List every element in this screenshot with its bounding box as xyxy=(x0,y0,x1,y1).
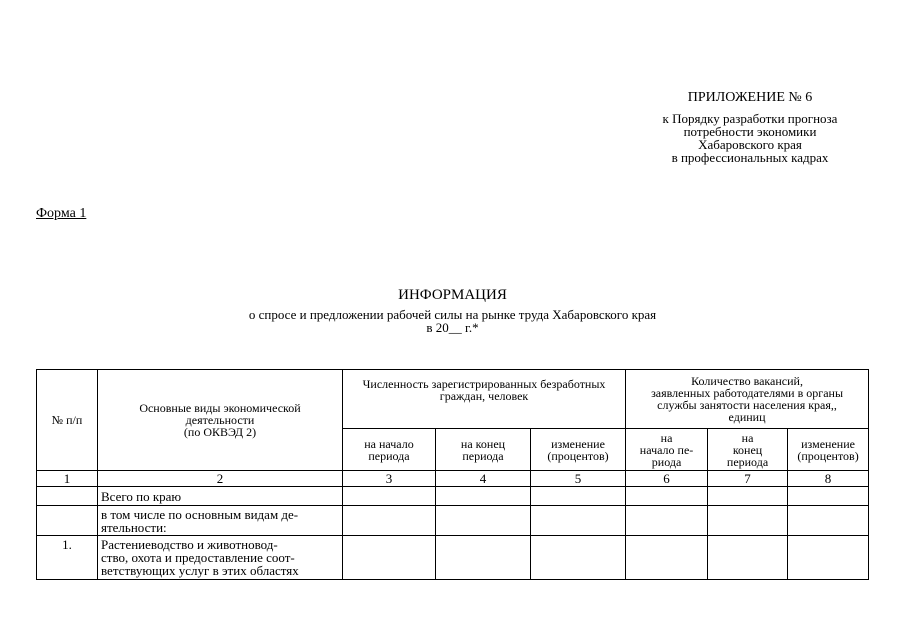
row-activity-line: в том числе по основным видам де- xyxy=(101,506,299,522)
header-sub-line: периода xyxy=(726,454,769,469)
data-cell[interactable] xyxy=(788,487,869,506)
data-cell[interactable] xyxy=(788,536,869,580)
header-sub-line: изменение xyxy=(801,436,855,451)
data-cell[interactable] xyxy=(708,487,788,506)
column-number: 3 xyxy=(343,471,436,487)
header-vacancies-start xyxy=(626,429,708,471)
data-cell[interactable] xyxy=(436,536,531,580)
header-unemployed-line: Численность зарегистрированных безработных xyxy=(362,377,606,391)
row-number xyxy=(37,487,98,506)
header-unemployed-group xyxy=(343,370,626,429)
row-activity-line: Растениеводство и животновод- xyxy=(101,537,278,552)
row-activity xyxy=(98,506,343,536)
header-sub-line: на начало xyxy=(364,436,414,451)
data-cell[interactable] xyxy=(626,487,708,506)
column-number: 6 xyxy=(626,471,708,487)
data-cell[interactable] xyxy=(343,487,436,506)
header-row-number: № п/п xyxy=(37,370,98,471)
header-sub-line: начало пе- xyxy=(639,442,694,457)
header-sub-line: конец xyxy=(732,442,763,457)
header-sub-line: на xyxy=(741,430,754,445)
row-activity-line: ветствующих услуг в этих областях xyxy=(101,563,299,578)
header-activity xyxy=(98,370,343,471)
data-cell[interactable] xyxy=(531,506,626,536)
header-sub-line: риода xyxy=(651,454,682,469)
header-sub-line: (процентов) xyxy=(797,448,859,463)
column-number: 7 xyxy=(708,471,788,487)
header-sub-line: изменение xyxy=(551,436,605,451)
appendix-header xyxy=(600,90,900,164)
header-sub-line: периода xyxy=(462,448,504,463)
appendix-title: ПРИЛОЖЕНИЕ № 6 xyxy=(687,90,813,105)
row-activity-line: ство, охота и предоставление соот- xyxy=(101,550,295,565)
header-sub-line: на конец xyxy=(460,436,506,451)
appendix-line: Хабаровского края xyxy=(698,137,802,152)
row-activity-line: ятельности: xyxy=(101,519,167,535)
data-cell[interactable] xyxy=(788,506,869,536)
header-unemployed-start xyxy=(343,429,436,471)
appendix-line: к Порядку разработки прогноза xyxy=(662,111,838,126)
header-unemployed-change xyxy=(531,429,626,471)
data-cell[interactable] xyxy=(436,487,531,506)
column-number: 1 xyxy=(37,471,98,487)
document-heading xyxy=(150,287,755,334)
row-number xyxy=(37,506,98,536)
row-activity xyxy=(98,487,343,506)
header-unemployed-end xyxy=(436,429,531,471)
appendix-line: потребности экономики xyxy=(683,124,817,139)
column-number: 5 xyxy=(531,471,626,487)
row-number: 1. xyxy=(37,536,98,580)
header-vacancies-line: Количество вакансий, xyxy=(691,374,803,388)
row-activity-line: Всего по краю xyxy=(101,488,182,504)
header-activity-line: (по ОКВЭД 2) xyxy=(183,425,257,439)
table-row xyxy=(37,487,869,506)
data-cell[interactable] xyxy=(708,536,788,580)
table-row xyxy=(37,506,869,536)
header-activity-line: деятельности xyxy=(185,413,255,427)
data-cell[interactable] xyxy=(436,506,531,536)
data-cell[interactable] xyxy=(343,506,436,536)
header-sub-line: периода xyxy=(368,448,410,463)
header-activity-line: Основные виды экономической xyxy=(139,401,301,415)
header-sub-line: (процентов) xyxy=(547,448,609,463)
header-vacancies-line: единиц xyxy=(728,410,766,424)
header-vacancies-end xyxy=(708,429,788,471)
data-cell[interactable] xyxy=(531,487,626,506)
data-cell[interactable] xyxy=(626,506,708,536)
header-vacancies-line: службы занятости населения края,, xyxy=(657,398,837,412)
labor-market-table xyxy=(36,369,869,580)
column-number: 4 xyxy=(436,471,531,487)
table-row xyxy=(37,536,869,580)
heading-year: в 20__ г.* xyxy=(426,320,479,335)
data-cell[interactable] xyxy=(626,536,708,580)
column-number: 2 xyxy=(98,471,343,487)
header-unemployed-line: граждан, человек xyxy=(439,389,529,403)
form-label: Форма 1 xyxy=(36,206,87,221)
heading-title: ИНФОРМАЦИЯ xyxy=(398,287,507,303)
data-cell[interactable] xyxy=(708,506,788,536)
data-cell[interactable] xyxy=(531,536,626,580)
row-activity xyxy=(98,536,343,580)
column-number-row xyxy=(37,471,869,487)
header-vacancies-group xyxy=(626,370,869,429)
header-sub-line: на xyxy=(660,430,673,445)
data-cell[interactable] xyxy=(343,536,436,580)
header-vacancies-change xyxy=(788,429,869,471)
heading-subtitle: о спросе и предложении рабочей силы на рынке труда Хабаровского края xyxy=(248,307,657,322)
header-vacancies-line: заявленных работодателями в органы xyxy=(651,386,844,400)
column-number: 8 xyxy=(788,471,869,487)
appendix-line: в профессиональных кадрах xyxy=(671,150,829,165)
